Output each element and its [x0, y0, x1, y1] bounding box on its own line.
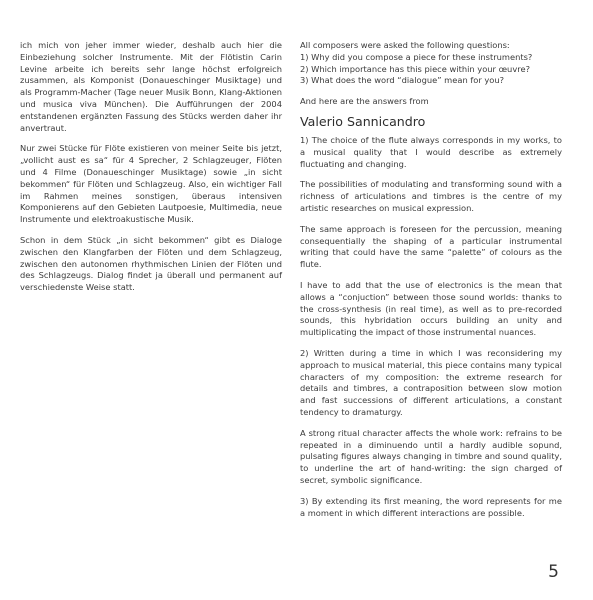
question-2: 2) Which importance has this piece within your œuvre?	[300, 63, 530, 74]
answer-paragraph-3: The same approach is foreseen for the percussion, meaning consequentially the shaping of a particular instrumental writing that could have the same “palette” of colours as the flute.	[300, 223, 562, 270]
left-column	[20, 40, 282, 303]
right-column	[300, 40, 562, 528]
answer-paragraph-7: 3) By extending its first meaning, the word represents for me a moment in which different interactions are possible.	[300, 495, 562, 518]
question-3: 3) What does the word “dialogue” mean for you?	[300, 75, 505, 86]
answer-paragraph-4: I have to add that the use of electronics is the mean that allows a “conjuction” between those sound worlds: thanks to the cross-synthesis (in real time), as well as to pre-recorded sounds, this hybridation occurs building an unity and multiplicating the impact of those instrumental nuances.	[300, 279, 562, 338]
answer-paragraph-1: 1) The choice of the flute always corresponds in my works, to a musical quality that I would describe as extremely fluctuating and changing.	[300, 134, 562, 169]
answer-paragraph-5: 2) Written during a time in which I was reconsidering my approach to musical material, this piece contains many typical characters of my composition: the extreme research for details and timbres, a contraposition between slow motion and fast successions of different articulations, a constant tendency to dramaturgy.	[300, 347, 562, 417]
answer-paragraph-2: The possibilities of modulating and transforming sound with a richness of articulations and timbres is the centre of my artistic researches on musical expression.	[300, 179, 562, 213]
answers-intro: And here are the answers from	[300, 96, 429, 107]
page-number: 5	[548, 562, 559, 582]
composer-heading: Valerio Sannicandro	[300, 113, 426, 129]
left-paragraph-2: Nur zwei Stücke für Flöte existieren von meiner Seite bis jetzt, „vollicht aust es sa“ für 4 Sprecher, 2 Schlagzeuger, Flöten und 4 Filme (Donaueschinger Musiktage) sowie „in sicht bekommen“ für Flöten und Schlagzeug. Also, ein wichtiger Fall im Rahmen meines sonstigen, überaus intensiven Komponierens auf den Gebieten Lautpoesie, Multimedia, neue Instrumente und elektroakustische Musik.	[20, 143, 282, 225]
left-paragraph-1: ich mich von jeher immer wieder, deshalb auch hier die Einbeziehung solcher Instrumente. Mit der Flötistin Carin Levine arbeite ich bereits sehr lange höchst erfolgreich zusammen, als Komponist (Donaueschinger Musiktage) und als Programm-Macher (Tage neuer Musik Bonn, Klang-Aktionen und musica viva München). Die Aufführungen der 2004 entstandenen ergänzten Fassung des Stücks werden daher ihr anvertraut.	[20, 40, 282, 133]
answer-paragraph-6: A strong ritual character affects the whole work: refrains to be repeated in a diminuendo until a hardly audible sopund, pulsating figures always changing in timbre and sound quality, to underline the art of hand-writing: the sign charged of secret, symbolic significance.	[300, 427, 562, 485]
question-1: 1) Why did you compose a piece for these instruments?	[300, 51, 533, 62]
questions-intro: All composers were asked the following questions:	[300, 40, 510, 50]
left-paragraph-3: Schon in dem Stück „in sicht bekommen“ gibt es Dialoge zwischen den Klangfarben der Flöten und dem Schlagzeug, zwischen den autonomen rhythmischen Linien der Flöten und des Schlagzeugs. Dialog findet ja überall und permanent auf verschiedenste Weise statt.	[20, 234, 282, 293]
question-list	[300, 52, 562, 87]
